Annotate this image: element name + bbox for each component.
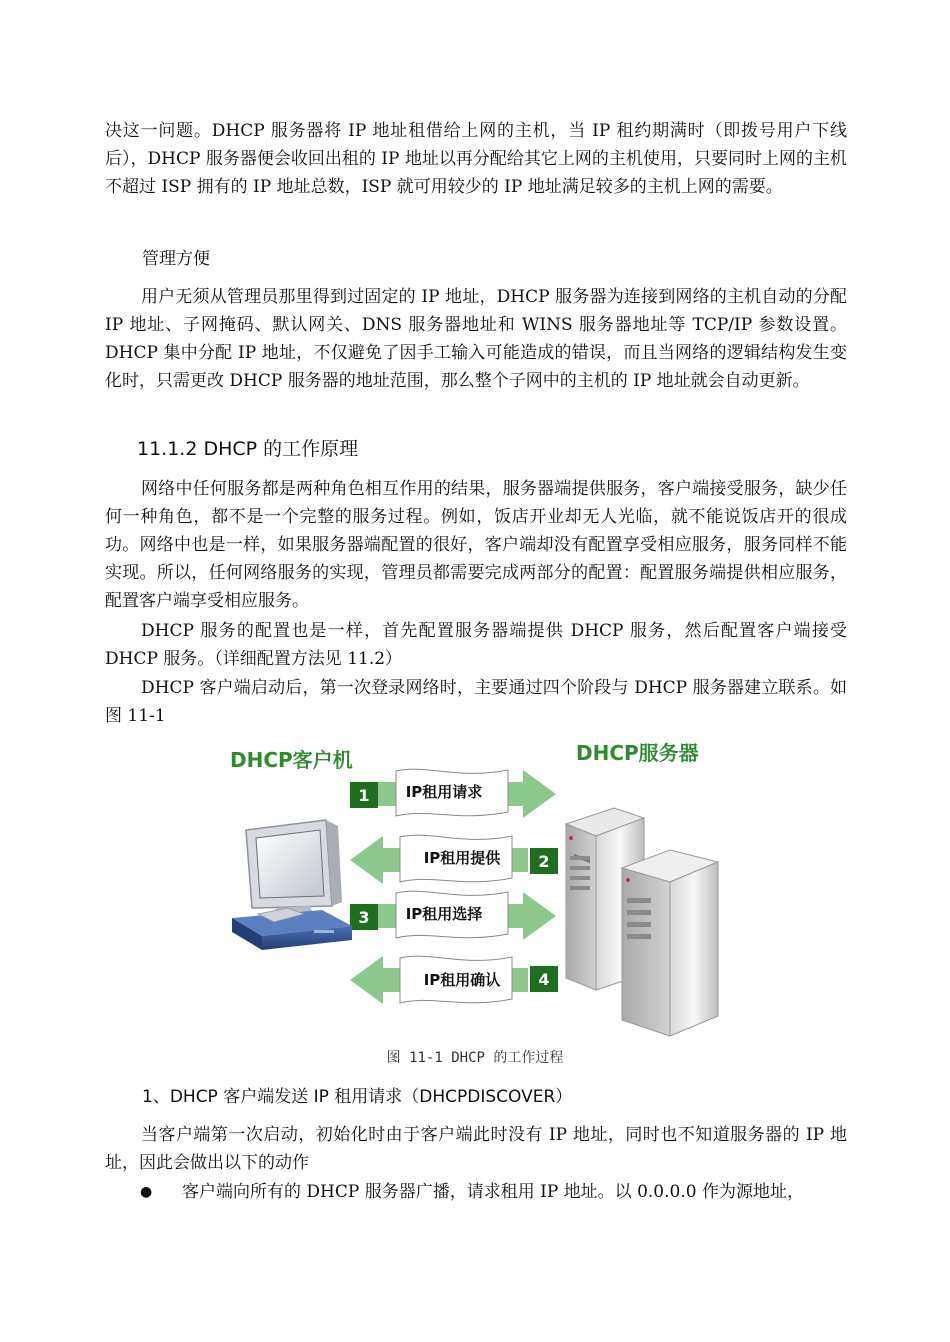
step-1-heading: 1、DHCP 客户端发送 IP 租用请求（DHCPDISCOVER）: [142, 1087, 573, 1107]
step-3-arrow: [350, 891, 556, 940]
bullet-dot-icon: ●: [140, 1184, 153, 1200]
paragraph-management: 用户无须从管理员那里得到过固定的 IP 地址，DHCP 服务器为连接到网络的主机自动的分配 IP 地址、子网掩码、默认网关、DNS 服务器地址和 WINS 服务器地址等 TCP/IP 参数设置。DHCP 集中分配 IP 地址，不仅避免了因手工输入可能造成的错误，而且当网络的逻辑结构发生变化时，只需更改 DHCP 服务器的地址范围，那么整个子网中的主机的 IP 地址就会自动更新。: [105, 287, 847, 391]
subheading-management: 管理方便: [142, 249, 210, 269]
step-2-label: IP租用提供: [423, 849, 501, 867]
server-label: DHCP服务器: [576, 741, 699, 765]
section-title: 11.1.2 DHCP 的工作原理: [137, 438, 359, 460]
paragraph-stages: DHCP 客户端启动后，第一次登录网络时，主要通过四个阶段与 DHCP 服务器建立联系。如图 11-1: [105, 678, 847, 726]
figure-caption: 图 11-1 DHCP 的工作过程: [386, 1050, 564, 1066]
step-3-label: IP租用选择: [405, 905, 483, 923]
paragraph-intro: 决这一问题。DHCP 服务器将 IP 地址租借给上网的主机，当 IP 租约期满时（即拨号用户下线后），DHCP 服务器便会收回出租的 IP 地址以再分配给其它上网的主机使用，只要同时上网的主机不超过 ISP 拥有的 IP 地址总数，ISP 就可用较少的 IP 地址满足较多的主机上网的需要。: [105, 121, 847, 197]
dhcp-diagram: [218, 738, 738, 1038]
paragraph-roles: 网络中任何服务都是两种角色相互作用的结果，服务器端提供服务，客户端接受服务，缺少任何一种角色，都不是一个完整的服务过程。例如，饭店开业却无人光临，就不能说饭店开的很成功。网络中也是一样，如果服务器端配置的很好，客户端却没有配置享受相应服务，服务同样不能实现。所以，任何网络服务的实现，管理员都需要完成两部分的配置：配置服务端提供相应服务，配置客户端享受相应服务。: [105, 479, 847, 611]
step-2-badge: 2: [538, 852, 550, 871]
paragraph-config: DHCP 服务的配置也是一样，首先配置服务器端提供 DHCP 服务，然后配置客户端接受 DHCP 服务。（详细配置方法见 11.2）: [105, 621, 847, 669]
client-label: DHCP客户机: [230, 748, 353, 772]
server-icon-front: [622, 850, 718, 1036]
step-1-label: IP租用请求: [405, 783, 483, 801]
step-3-badge: 3: [358, 908, 370, 927]
step-4-label: IP租用确认: [423, 971, 501, 989]
step-4-arrow: [350, 956, 558, 1004]
step-1-badge: 1: [358, 786, 370, 805]
step-4-badge: 4: [538, 970, 550, 989]
client-computer-icon: [232, 820, 352, 950]
dhcp-process-figure: [218, 738, 738, 1038]
paragraph-client-start: 当客户端第一次启动，初始化时由于客户端此时没有 IP 地址，同时也不知道服务器的 IP 地址，因此会做出以下的动作: [105, 1125, 847, 1173]
step-1-arrow: [350, 769, 556, 818]
step-2-arrow: [350, 835, 558, 884]
bullet-text: 客户端向所有的 DHCP 服务器广播，请求租用 IP 地址。以 0.0.0.0 作为源地址，: [182, 1182, 804, 1202]
